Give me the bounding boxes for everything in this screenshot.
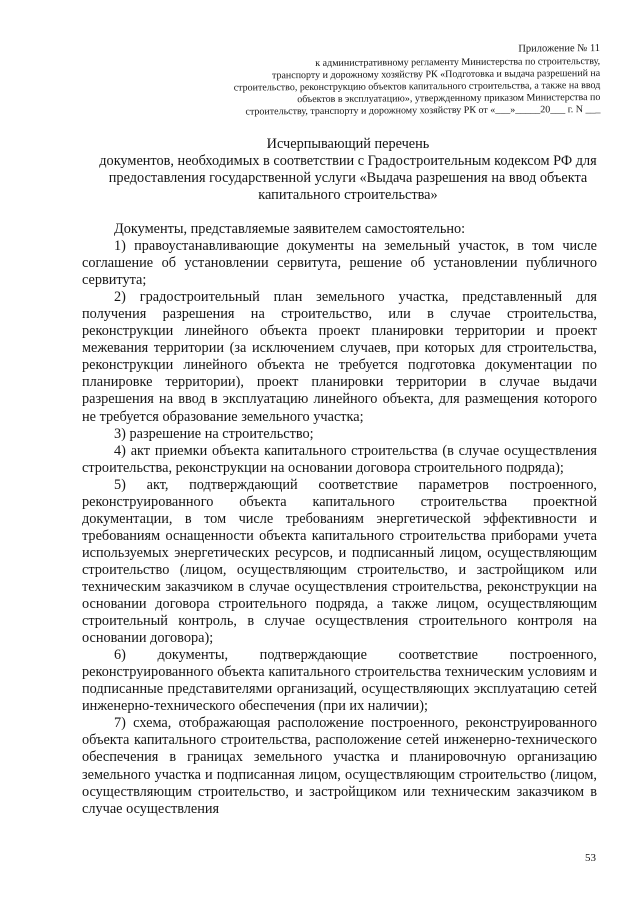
appendix-line: строительство, реконструкцию объектов капитального строительства, а также на ввод: [233, 79, 601, 94]
list-item: 2) градостроительный план земельного участка, представленный для получения разрешения на строительство, или в случае строительства, реконструкции линейного объекта проект планировки территории и проект межевания территории (за исключением случаев, при которых для строительства, реконструкции линейного объекта не требуется подготовка документации по планировке территории), проект планировки территории в случае выдачи разрешения на ввод в эксплуатацию линейного объекта, для размещения которого не требуется образование земельного участка;: [82, 289, 597, 425]
appendix-line: к административному регламенту Министерства по строительству,: [315, 55, 601, 69]
appendix-header: [130, 43, 600, 119]
appendix-line: строительству, транспорту и дорожному хозяйству РК от «___»_____20___ г. N ___: [245, 103, 601, 118]
list-item: 4) акт приемки объекта капитального строительства (в случае осуществления строительства, реконструкции на основании договора строительного подряда);: [82, 442, 597, 476]
appendix-title: Приложение № 11: [518, 43, 601, 55]
list-item: 1) правоустанавливающие документы на земельный участок, в том числе соглашение об установлении сервитута, решение об установлении публичного сервитута;: [82, 238, 597, 289]
list-item: 7) схема, отображающая расположение построенного, реконструированного объекта капитального строительства, расположение сетей инженерно-технического обеспечения в границах земельного участка и планировочную организацию земельного участка и подписанная лицом, осуществляющим строительство (лицом, осуществляющим строительство, и застройщиком или техническим заказчиком в случае осуществления: [82, 715, 597, 817]
list-item: 5) акт, подтверждающий соответствие параметров построенного, реконструированного объекта капитального строительства проектной документации, в том числе требованиям энергетической эффективности и требованиям оснащенности объекта капитального строительства приборами учета используемых энергетических ресурсов, и подписанный лицом, осуществляющим строительство (лицом, осуществляющим строительство, и застройщиком или техническим заказчиком в случае осуществления строительства, реконструкции на основании договора строительного подряда, а также лицом, осуществляющим строительный контроль, в случае осуществления строительного контроля на основании договора);: [82, 476, 597, 647]
document-body: [82, 221, 597, 818]
intro-text: Документы, представляемые заявителем самостоятельно:: [114, 221, 466, 237]
document-heading: [88, 136, 608, 204]
heading-title: Исчерпывающий перечень: [266, 136, 430, 152]
appendix-line: объектов в эксплуатацию», утвержденному приказом Министерства по: [297, 91, 601, 106]
appendix-line: транспорту и дорожному хозяйству РК «Подготовка и выдача разрешений на: [271, 67, 601, 82]
page-number: 53: [585, 852, 596, 864]
heading-subtitle: документов, необходимых в соответствии с Градостроительным кодексом РФ для предоставления государственной услуги «Выдача разрешения на ввод объекта капитального строительства»: [99, 153, 597, 203]
list-item: 3) разрешение на строительство;: [114, 425, 314, 442]
list-item: 6) документы, подтверждающие соответствие построенного, реконструированного объекта капитального строительства техническим условиям и подписанные представителями организаций, осуществляющих эксплуатацию сетей инженерно-технического обеспечения (при их наличии);: [82, 647, 597, 715]
